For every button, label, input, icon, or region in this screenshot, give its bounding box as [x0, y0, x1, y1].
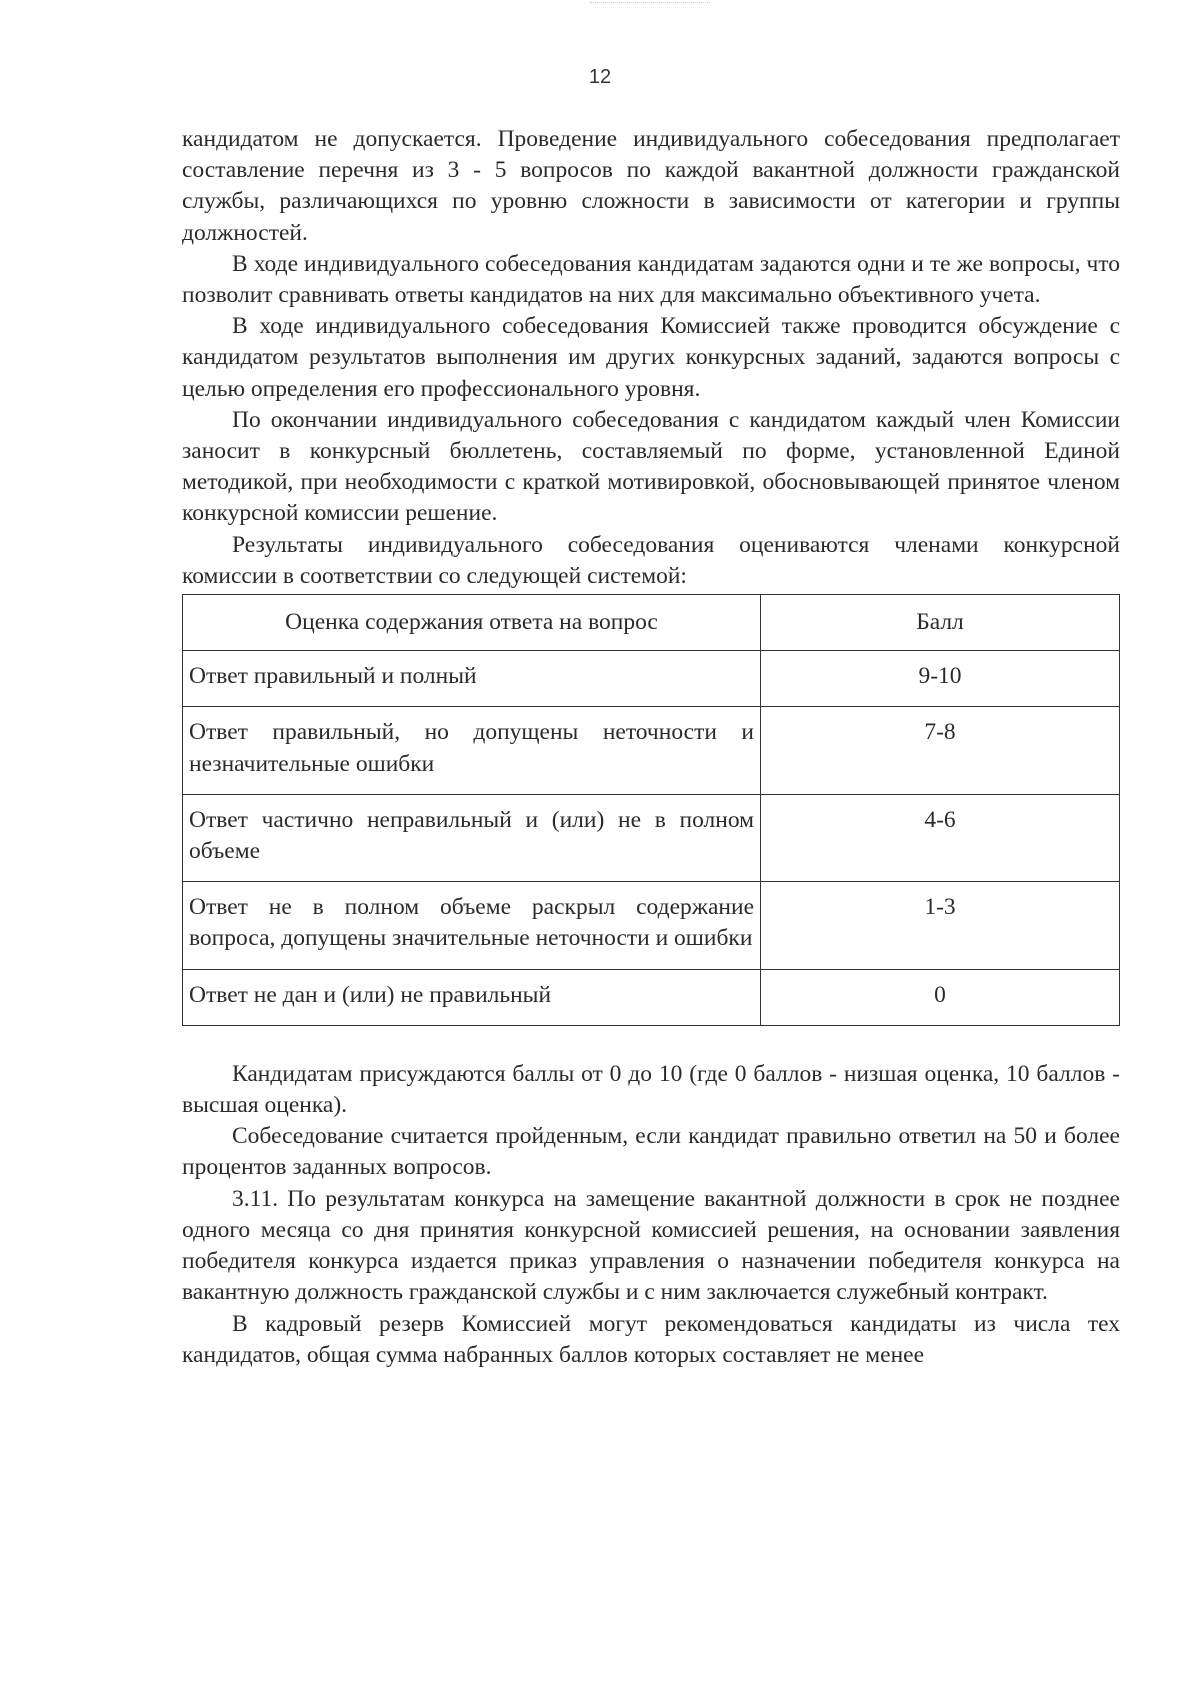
table-cell-description: Ответ правильный, но допущены неточности и незначительные ошибки [183, 707, 761, 794]
page-number: 12 [588, 66, 612, 88]
table-cell-score: 4-6 [761, 794, 1120, 881]
table-header-assessment: Оценка содержания ответа на вопрос [183, 595, 761, 651]
table-cell-score: 7-8 [761, 707, 1120, 794]
paragraph-discussion: В ходе индивидуального собеседования Комиссией также проводится обсуждение с кандидатом результатов выполнения им других конкурсных заданий, задаются вопросы с целью определения его профессионального уровня. [182, 313, 1120, 402]
table-header-score: Балл [761, 595, 1120, 651]
table-row [183, 794, 1120, 881]
table-header-row [183, 595, 1120, 651]
table-cell-score: 0 [761, 969, 1120, 1025]
table-cell-score: 9-10 [761, 651, 1120, 707]
table-cell-description: Ответ правильный и полный [183, 651, 761, 707]
paragraph-section-3-11: 3.11. По результатам конкурса на замещение вакантной должности в срок не позднее одного месяца со дня принятия конкурсной комиссией решения, на основании заявления победителя конкурса издается приказ управления о назначении победителя конкурса на вакантную должность гражданской службы и с ним заключается служебный контракт. [182, 1185, 1120, 1306]
paragraph-continuation: кандидатом не допускается. Проведение индивидуального собеседования предполагает составление перечня из 3 - 5 вопросов по каждой вакантной должности гражданской службы, различающихся по уровню сложности в зависимости от категории и группы должностей. [182, 126, 1120, 246]
table-row [183, 651, 1120, 707]
paragraph-score-range: Кандидатам присуждаются баллы от 0 до 10 (где 0 баллов - низшая оценка, 10 баллов - высшая оценка). [182, 1060, 1120, 1119]
table-row [183, 707, 1120, 794]
table-cell-description: Ответ частично неправильный и (или) не в полном объеме [183, 794, 761, 881]
paragraph-same-questions: В ходе индивидуального собеседования кандидатам задаются одни и те же вопросы, что позволит сравнивать ответы кандидатов на них для максимально объективного учета. [182, 250, 1120, 309]
table-row [183, 969, 1120, 1025]
paragraph-reserve: В кадровый резерв Комиссией могут рекомендоваться кандидаты из числа тех кандидатов, общая сумма набранных баллов которых составляет не менее [182, 1310, 1120, 1368]
paragraph-ballot: По окончании индивидуального собеседования с кандидатом каждый член Комиссии заносит в конкурсный бюллетень, составляемый по форме, установленной Единой методикой, при необходимости с краткой мотивировкой, обосновывающей принятое членом конкурсной комиссии решение. [182, 406, 1120, 527]
scan-artifact [590, 2, 710, 7]
paragraph-pass-criteria: Собеседование считается пройденным, если кандидат правильно ответил на 50 и более процентов заданных вопросов. [182, 1123, 1120, 1181]
paragraph-results-intro: Результаты индивидуального собеседования оцениваются членами конкурсной комиссии в соответствии со следующей системой: [182, 531, 1120, 589]
table-cell-description: Ответ не дан и (или) не правильный [183, 969, 761, 1025]
table-row [183, 882, 1120, 969]
table-cell-description: Ответ не в полном объеме раскрыл содержание вопроса, допущены значительные неточности и ошибки [183, 882, 761, 969]
score-table [182, 594, 1120, 1026]
table-cell-score: 1-3 [761, 882, 1120, 969]
document-body [182, 124, 1120, 1371]
